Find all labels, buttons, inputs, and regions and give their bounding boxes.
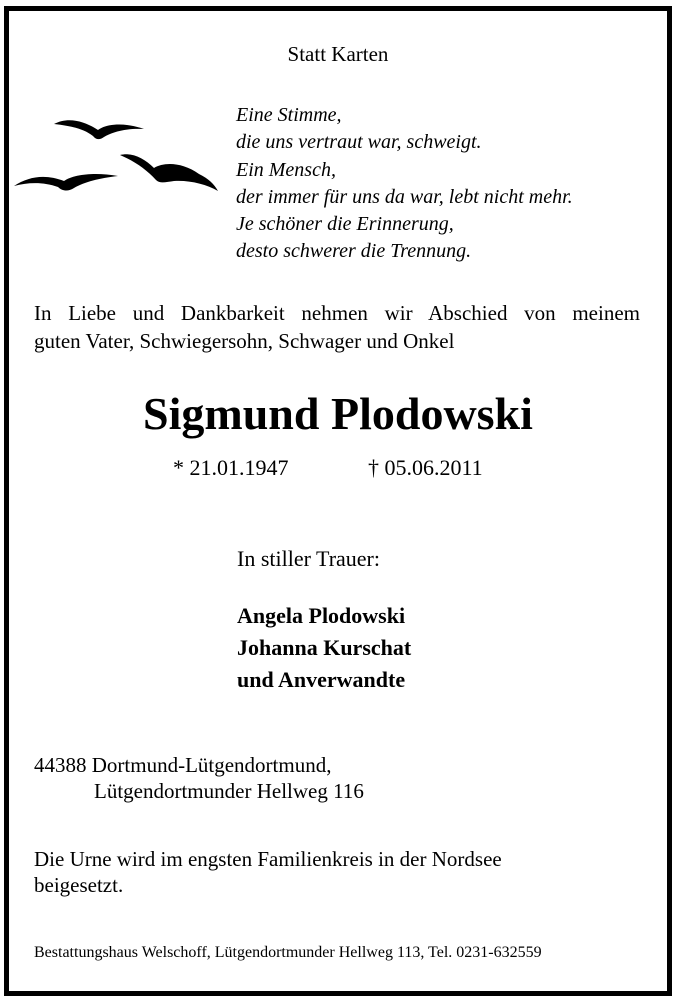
poem-line: der immer für uns da war, lebt nicht mehr. <box>236 185 573 208</box>
mourner-name: Johanna Kurschat <box>237 635 412 660</box>
bird-2-icon <box>120 154 218 191</box>
address-line-1: 44388 Dortmund-Lütgendortmund, <box>34 753 332 777</box>
poem-line: desto schwerer die Trennung. <box>236 240 472 263</box>
bird-1-icon <box>54 120 144 139</box>
intro-text <box>34 299 640 355</box>
intro-line: guten Vater, Schwiegersohn, Schwager und Onkel <box>34 329 455 353</box>
deceased-name: Sigmund Plodowski <box>143 388 533 439</box>
poem-line: Je schöner die Erinnerung, <box>236 213 454 236</box>
address-line-2: Lütgendortmunder Hellweg 116 <box>94 779 364 803</box>
birth-date: * 21.01.1947 <box>173 455 289 480</box>
mourners-list <box>237 600 411 696</box>
bird-3-icon <box>14 174 118 191</box>
urn-note <box>34 846 502 898</box>
mourner-name: Angela Plodowski <box>237 603 406 628</box>
urn-note-line: Die Urne wird im engsten Familienkreis in der Nordsee <box>34 847 502 871</box>
poem-line: Ein Mensch, <box>236 158 336 181</box>
death-date: † 05.06.2011 <box>368 455 483 480</box>
intro-line: In Liebe und Dankbarkeit nehmen wir Abschied von meinem <box>34 301 640 325</box>
poem-line: Eine Stimme, <box>236 104 342 126</box>
funeral-home-footer: Bestattungshaus Welschoff, Lütgendortmunder Hellweg 113, Tel. 0231-632559 <box>34 944 542 961</box>
notice-header: Statt Karten <box>287 42 389 66</box>
flying-birds-icon <box>14 112 219 202</box>
mourner-name: und Anverwandte <box>237 667 406 692</box>
urn-note-line: beigesetzt. <box>34 873 124 897</box>
poem-line: die uns vertraut war, schweigt. <box>236 131 482 154</box>
poem <box>236 102 573 266</box>
mourning-label: In stiller Trauer: <box>237 546 380 571</box>
